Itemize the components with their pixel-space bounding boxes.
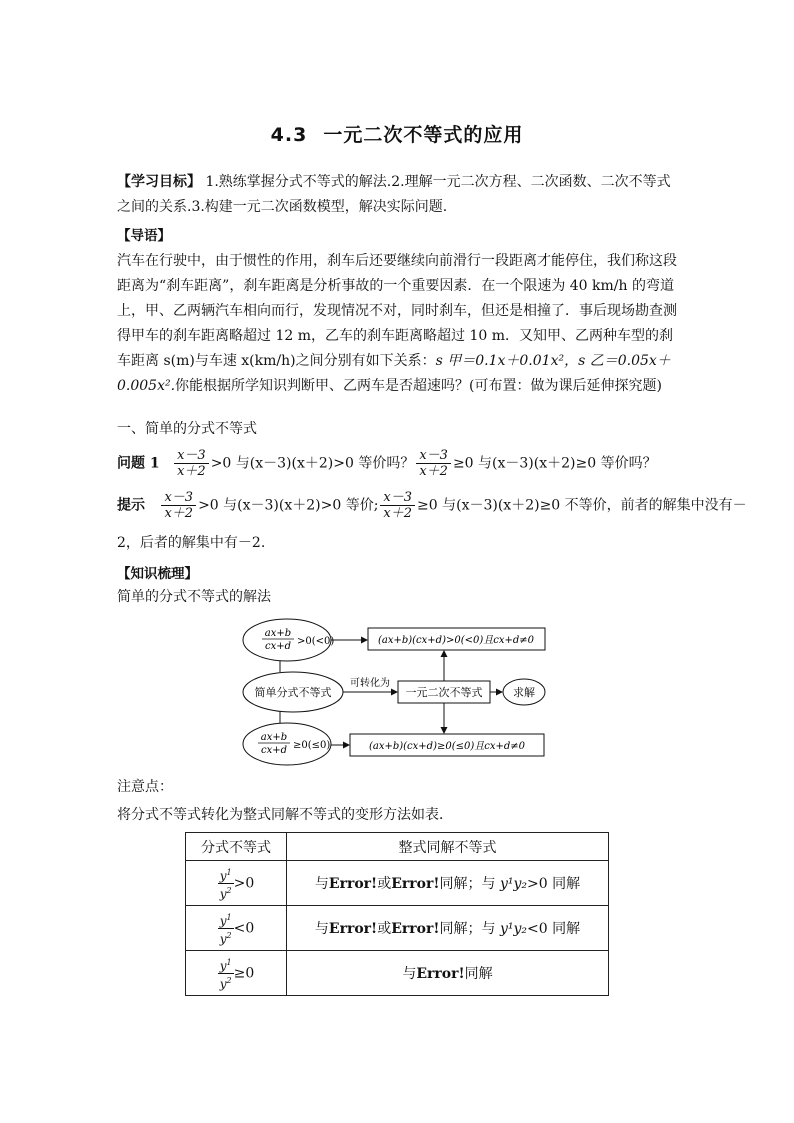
top-box-text: (ax+b)(cx+d)>0(<0)且cx+d≠0 — [377, 635, 535, 646]
table-cell: 与Error!或Error!同解；与 y¹y₂<0 同解 — [287, 906, 609, 951]
question-1 — [117, 448, 657, 479]
fraction-numerator: x－3 — [416, 448, 451, 464]
knowledge-subtitle: 简单的分式不等式的解法 — [117, 589, 271, 605]
learning-goals — [117, 170, 677, 220]
hint-part-2: ≥0 与(x－3)(x＋2)≥0 不等价，前者的解集中没有－ — [417, 497, 747, 514]
page-title — [0, 120, 794, 147]
top-oval-numerator: ax+b — [264, 628, 292, 639]
table-row — [186, 861, 609, 906]
y-fraction: $\frac{y^1}{y^2}$ — [219, 912, 232, 946]
bottom-oval-relation: ≥0(≤0) — [293, 740, 331, 751]
fraction-numerator: x－3 — [161, 490, 196, 506]
fraction-numerator: x－3 — [174, 448, 209, 464]
table-cell: 与Error!或Error!同解；与 y¹y₂>0 同解 — [287, 861, 609, 906]
center-box-text: 一元二次不等式 — [405, 686, 483, 699]
table-row — [186, 906, 609, 951]
top-oval-denominator: cx+d — [264, 641, 292, 652]
fraction-denominator: x＋2 — [164, 506, 194, 521]
method-flowchart — [240, 614, 560, 774]
bottom-oval-numerator: ax+b — [260, 732, 288, 743]
fraction-denominator: x＋2 — [177, 464, 206, 479]
fraction-numerator: x－3 — [380, 490, 415, 506]
table-cell — [186, 906, 287, 951]
hint-line-2: 2，后者的解集中有－2. — [117, 535, 266, 551]
intro-label: 【导语】 — [117, 228, 171, 244]
table-row — [186, 951, 609, 996]
relation: <0 — [233, 920, 255, 936]
section-heading: 一、简单的分式不等式 — [117, 421, 257, 437]
notes-text: 将分式不等式转化为整式同解不等式的变形方法如表． — [117, 807, 453, 823]
formula-s-jia: s 甲＝0.1x＋0.01x²， — [435, 353, 579, 369]
fraction — [174, 448, 209, 479]
table-header: 分式不等式 — [186, 833, 287, 861]
section-title: 一元二次不等式的应用 — [323, 124, 524, 146]
solve-oval-text: 求解 — [513, 686, 535, 699]
question-part-2: ≥0 与(x－3)(x＋2)≥0 等价吗？ — [452, 455, 657, 472]
bottom-box-text: (ax+b)(cx+d)≥0(≤0)且cx+d≠0 — [368, 741, 526, 752]
fraction-denominator: x＋2 — [419, 464, 448, 479]
hint-part-1: >0 与(x－3)(x＋2)>0 等价; — [198, 497, 379, 514]
notes-label: 注意点： — [117, 779, 173, 795]
y-fraction: $\frac{y^1}{y^2}$ — [219, 867, 232, 901]
top-oval-relation: >0(<0) — [297, 636, 335, 647]
relation: ≥0 — [233, 965, 255, 981]
arrow-label: 可转化为 — [350, 678, 390, 689]
conversion-table — [185, 832, 609, 996]
fraction — [380, 490, 415, 521]
goals-text: 1.熟练掌握分式不等式的解法.2.理解一元二次方程、二次函数、二次不等式之间的关系.3.构建一元二次函数模型，解决实际问题. — [117, 174, 671, 215]
table-cell: 与Error!同解 — [287, 951, 609, 996]
fraction — [161, 490, 196, 521]
table-cell — [186, 951, 287, 996]
question-part-1: >0 与(x－3)(x＋2)>0 等价吗？ — [210, 455, 415, 472]
question-label: 问题 1 — [117, 455, 160, 472]
intro-text: 汽车在行驶中，由于惯性的作用，刹车后还要继续向前滑行一段距离才能停住，我们称这段距离为“刹车距离”，刹车距离是分析事故的一个重要因素．在一个限速为 40 km/h 的弯道上，甲、乙两辆汽车相向而行，发现情况不对，同时刹车，但还是相撞了．事后现场勘查测得甲车的刹车距离略超过 12 m，乙车的刹车距离略超过 10 m．又知甲、乙两种车型的刹车距离 s(m)与车速 x(km/h)之间分别有如下关系： — [117, 253, 677, 369]
intro-paragraph — [117, 249, 677, 399]
fraction-denominator: x＋2 — [383, 506, 413, 521]
table-header-row — [186, 833, 609, 861]
relation: >0 — [233, 875, 255, 891]
fraction — [416, 448, 451, 479]
table-header: 整式同解不等式 — [287, 833, 609, 861]
table-cell — [186, 861, 287, 906]
knowledge-label: 【知识梳理】 — [117, 566, 198, 582]
bottom-oval-denominator: cx+d — [260, 745, 288, 756]
y-fraction: $\frac{y^1}{y^2}$ — [219, 957, 232, 991]
formula-s-yi: s 乙＝0.05x＋0.005x². — [117, 353, 671, 394]
center-oval-text: 简单分式不等式 — [254, 686, 332, 699]
section-number: 4.3 — [270, 124, 308, 146]
hint — [117, 490, 747, 521]
hint-label: 提示 — [117, 497, 145, 514]
intro-question: 你能根据所学知识判断甲、乙两车是否超速吗？(可布置：做为课后延伸探究题) — [175, 378, 662, 394]
goals-label: 【学习目标】 — [117, 174, 201, 190]
